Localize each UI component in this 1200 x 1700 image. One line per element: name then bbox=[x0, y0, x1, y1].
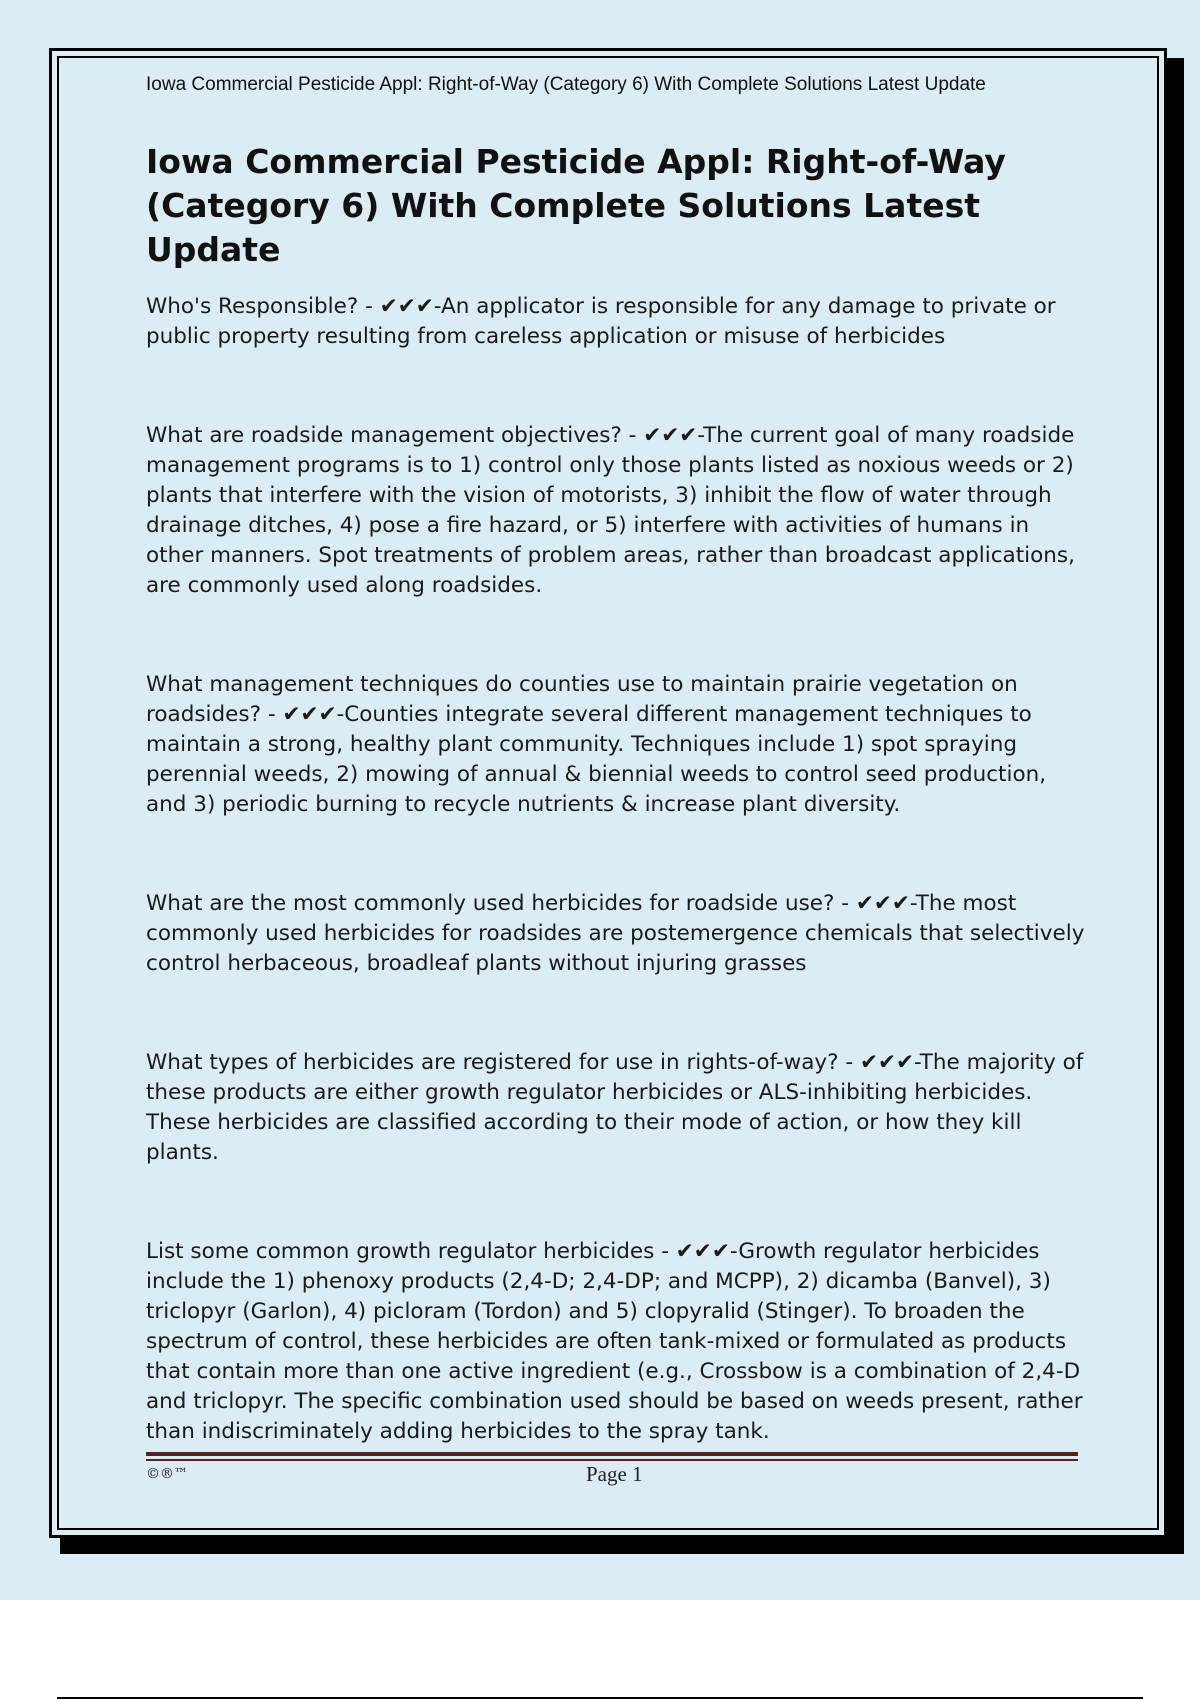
question-text: What types of herbicides are registered for use in rights-of-way? bbox=[146, 1050, 839, 1075]
footer-divider-thin bbox=[146, 1459, 1078, 1461]
page-number: Page 1 bbox=[586, 1462, 643, 1486]
check-marks-icon: ✔✔✔ bbox=[643, 423, 698, 448]
document-title: Iowa Commercial Pesticide Appl: Right-of-Way (Category 6) With Complete Solutions Latest Update bbox=[146, 142, 1006, 269]
answer-text: -Counties integrate several different management techniques to maintain a strong, healthy plant community. Techniques include 1) spot spraying perennial weeds, 2) mowing of annual & biennial weeds to control seed production, and 3) periodic burning to recycle nutrients & increase plant diversity. bbox=[146, 702, 1047, 817]
answer-text: -The majority of these products are either growth regulator herbicides or ALS-inhibiting herbicides. These herbicides are classified according to their mode of action, or how they kill plants. bbox=[146, 1050, 1084, 1165]
separator: - bbox=[654, 1239, 676, 1264]
answer-text: -Growth regulator herbicides include the 1) phenoxy products (2,4-D; 2,4-DP; and MCPP), 2) dicamba (Banvel), 3) triclopyr (Garlon), 4) picloram (Tordon) and 5) clopyralid (Stinger). To broaden the spectrum of control, these herbicides are often tank-mixed or formulated as products that contain more than one active ingredient (e.g., Crossbow is a combination of 2,4-D and triclopyr. The specific combination used should be based on weeds present, rather than indiscriminately adding herbicides to the spray tank. bbox=[146, 1239, 1083, 1444]
running-header: Iowa Commercial Pesticide Appl: Right-of-Way (Category 6) With Complete Solutions Latest Update bbox=[146, 74, 986, 95]
check-marks-icon: ✔✔✔ bbox=[855, 891, 910, 916]
qa-list bbox=[146, 292, 1086, 1516]
qa-item bbox=[146, 421, 1086, 601]
question-text: What are roadside management objectives? bbox=[146, 423, 622, 448]
separator: - bbox=[358, 294, 380, 319]
separator: - bbox=[621, 423, 644, 448]
check-marks-icon: ✔✔✔ bbox=[675, 1239, 730, 1264]
qa-item bbox=[146, 1048, 1086, 1168]
separator: - bbox=[261, 702, 283, 727]
separator: - bbox=[834, 891, 856, 916]
check-marks-icon: ✔✔✔ bbox=[859, 1050, 914, 1075]
footer-divider bbox=[146, 1452, 1078, 1456]
separator: - bbox=[838, 1050, 860, 1075]
footer-symbols: ©®™ bbox=[146, 1466, 188, 1482]
question-text: What are the most commonly used herbicides for roadside use? bbox=[146, 891, 835, 916]
bottom-divider bbox=[57, 1697, 1143, 1699]
qa-item bbox=[146, 670, 1086, 820]
answer-text: -An applicator is responsible for any damage to private or public property resulting from careless application or misuse of herbicides bbox=[146, 294, 1056, 349]
check-marks-icon: ✔✔✔ bbox=[282, 702, 337, 727]
qa-item bbox=[146, 292, 1086, 352]
question-text: What management techniques do counties use to maintain prairie vegetation on roadsides? bbox=[146, 672, 1018, 727]
question-text: Who's Responsible? bbox=[146, 294, 359, 319]
qa-item bbox=[146, 1237, 1086, 1447]
answer-text: -The current goal of many roadside management programs is to 1) control only those plants listed as noxious weeds or 2) plants that interfere with the vision of motorists, 3) inhibit the flow of water through drainage ditches, 4) pose a fire hazard, or 5) interfere with activities of humans in other manners. Spot treatments of problem areas, rather than broadcast applications, are commonly used along roadsides. bbox=[146, 423, 1075, 598]
check-marks-icon: ✔✔✔ bbox=[379, 294, 434, 319]
qa-item bbox=[146, 889, 1086, 979]
question-text: List some common growth regulator herbicides bbox=[146, 1239, 655, 1264]
answer-text: -The most commonly used herbicides for roadsides are postemergence chemicals that selectively control herbaceous, broadleaf plants without injuring grasses bbox=[146, 891, 1085, 976]
